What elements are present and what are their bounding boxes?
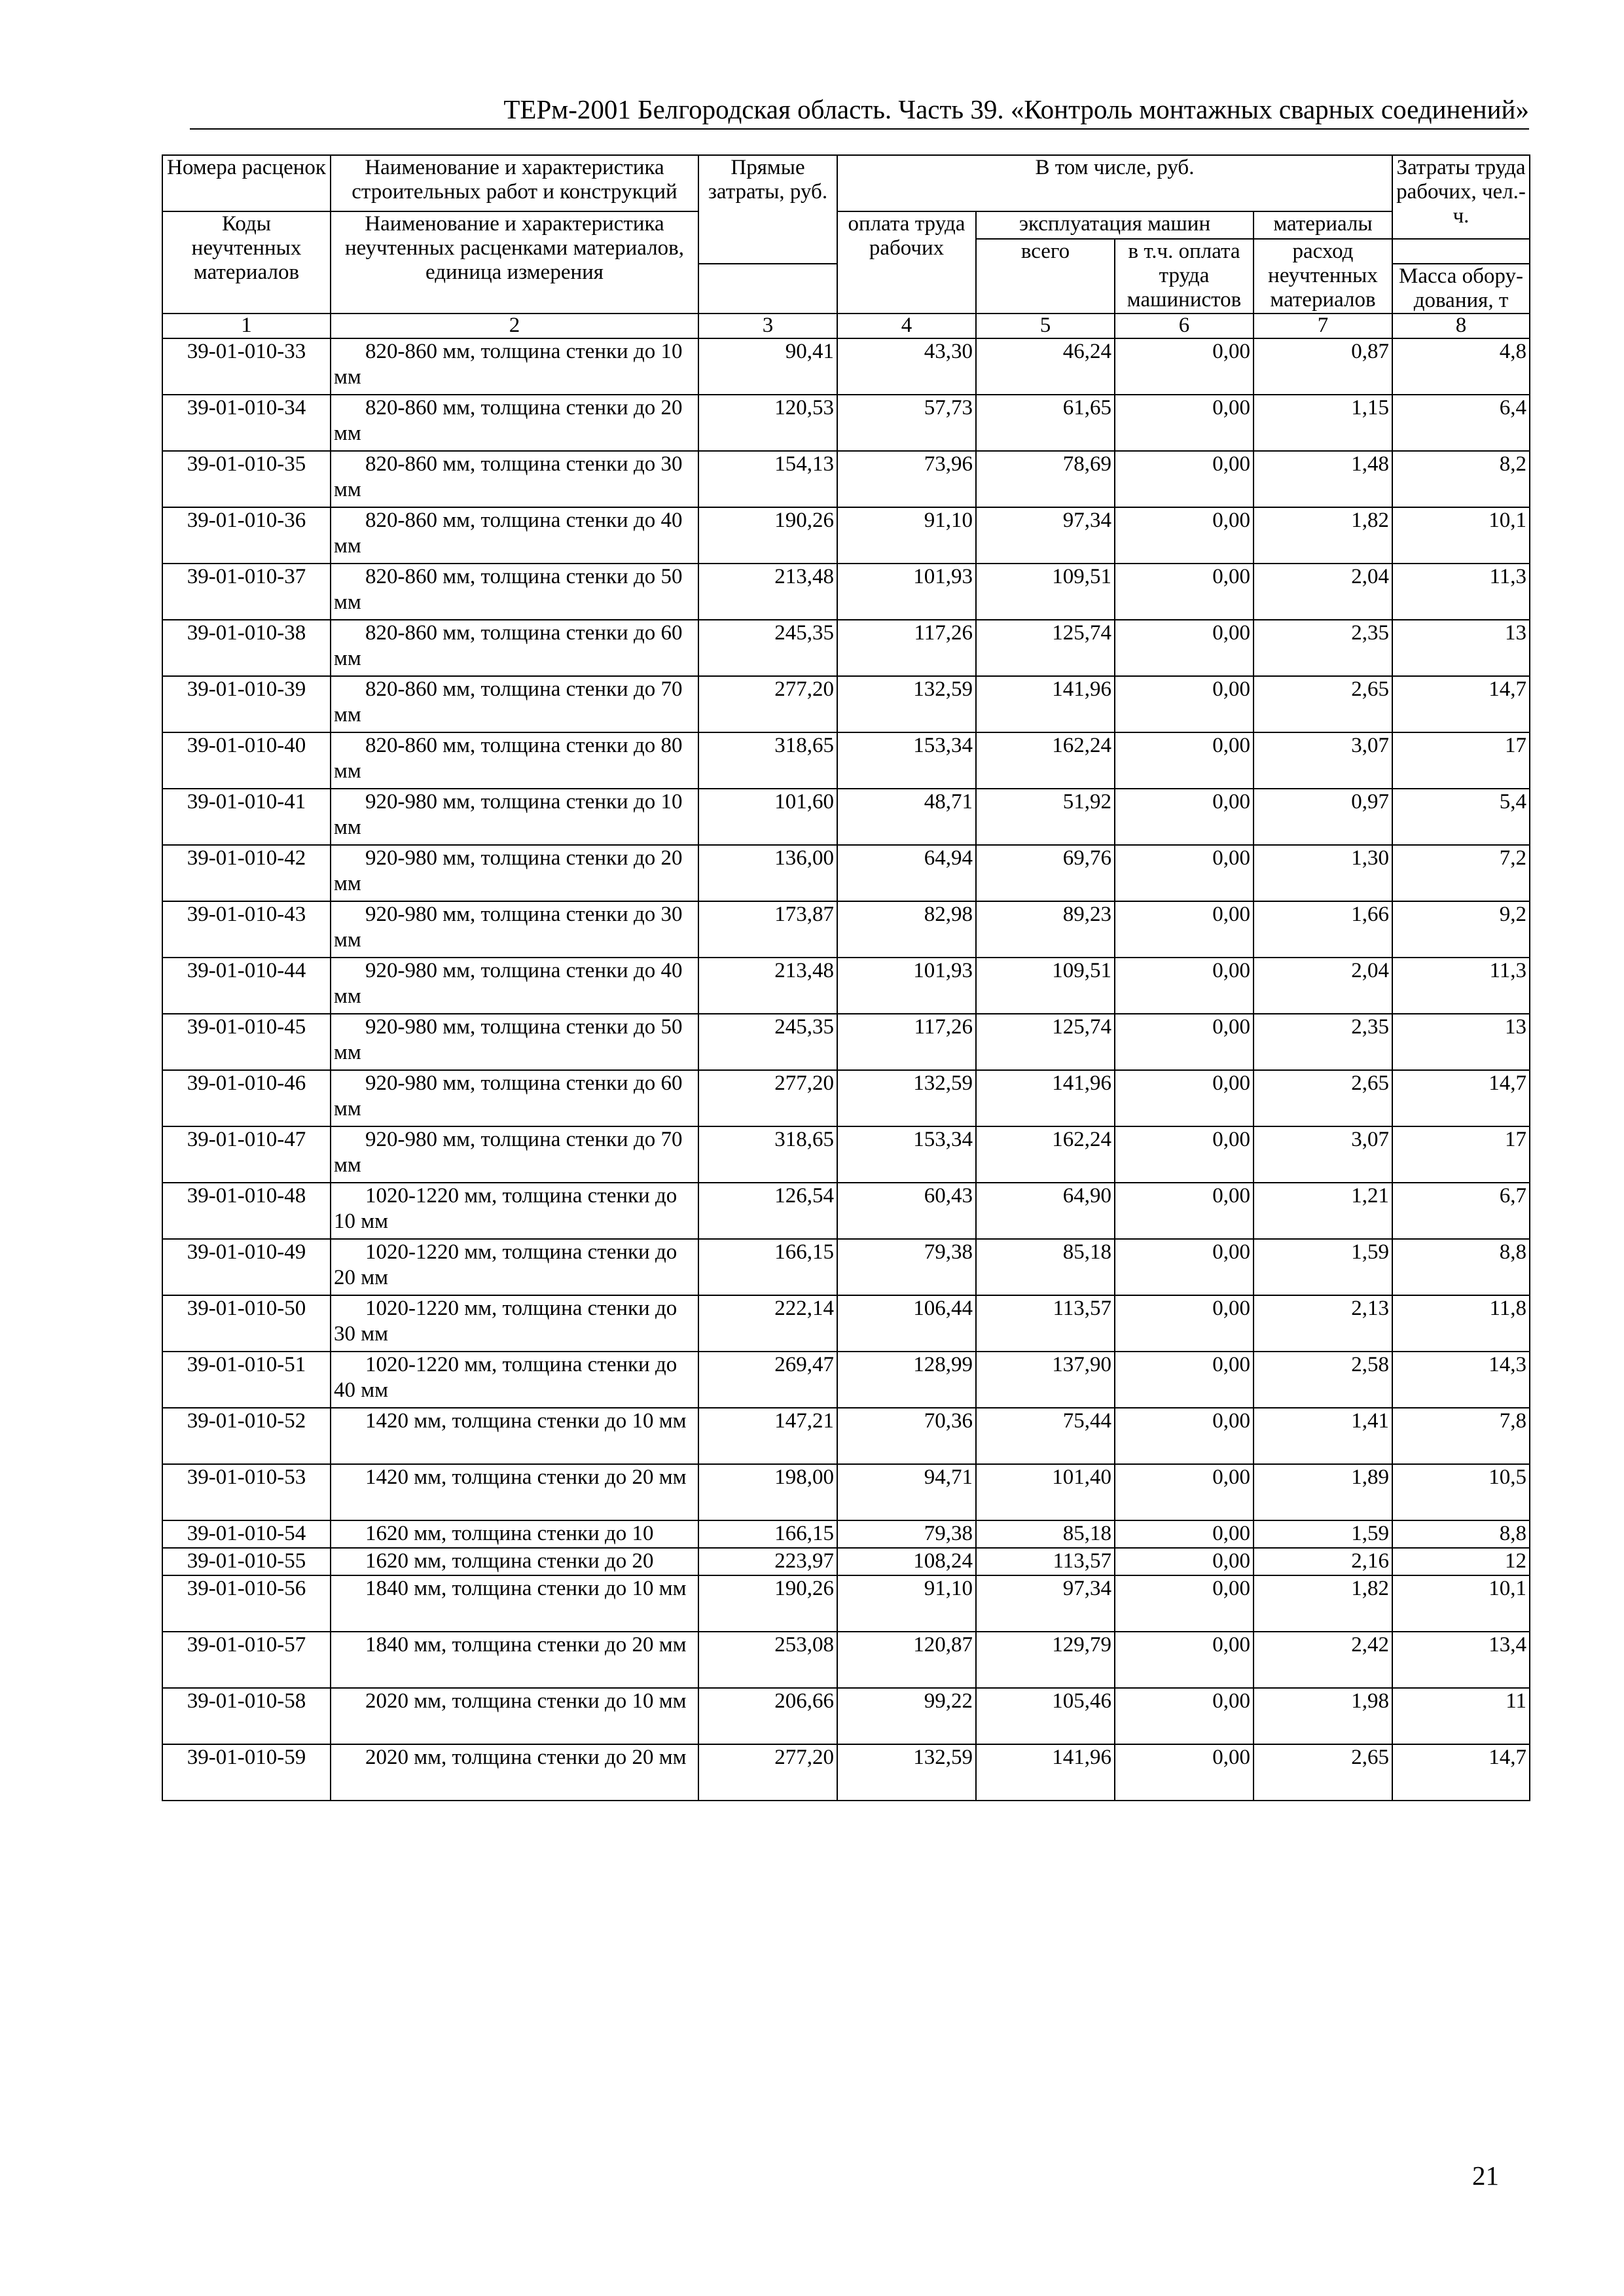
machine-operation-total: 89,23: [976, 901, 1115, 958]
rate-code: 39-01-010-50: [162, 1295, 331, 1352]
labor-hours: 10,5: [1392, 1464, 1530, 1520]
rate-code: 39-01-010-42: [162, 845, 331, 901]
operators-pay: 0,00: [1115, 901, 1254, 958]
rates-table: [162, 154, 1530, 1801]
rate-code: 39-01-010-44: [162, 958, 331, 1014]
head-including: В том числе, руб.: [837, 155, 1392, 211]
labor-hours: 17: [1392, 1126, 1530, 1183]
head-work-name: Наименование и характеристика строительных работ и конструкций: [331, 155, 698, 211]
work-description-text: 920-980 мм, толщина стенки до 30 мм: [334, 903, 683, 952]
labor-hours: 10,1: [1392, 507, 1530, 564]
work-description: [331, 338, 698, 395]
operators-pay: 0,00: [1115, 1575, 1254, 1632]
direct-costs: 120,53: [698, 395, 837, 451]
materials-cost: 1,41: [1254, 1408, 1392, 1464]
table-row: [162, 1295, 1530, 1352]
materials-cost: 1,98: [1254, 1688, 1392, 1744]
work-description: [331, 958, 698, 1014]
labor-hours: 11,8: [1392, 1295, 1530, 1352]
rate-code: 39-01-010-46: [162, 1070, 331, 1126]
table-row: [162, 1408, 1530, 1464]
rate-code: 39-01-010-37: [162, 564, 331, 620]
table-row: [162, 1744, 1530, 1801]
labor-hours: 13,4: [1392, 1632, 1530, 1688]
table-row: [162, 1632, 1530, 1688]
operators-pay: 0,00: [1115, 338, 1254, 395]
materials-cost: 2,58: [1254, 1352, 1392, 1408]
work-description: [331, 1632, 698, 1688]
machine-operation-total: 64,90: [976, 1183, 1115, 1239]
table-row: [162, 1688, 1530, 1744]
direct-costs: 198,00: [698, 1464, 837, 1520]
rate-rows: [162, 338, 1530, 1801]
materials-cost: 1,48: [1254, 451, 1392, 507]
direct-costs: 213,48: [698, 958, 837, 1014]
labor-pay: 91,10: [837, 1575, 976, 1632]
machine-operation-total: 69,76: [976, 845, 1115, 901]
machine-operation-total: 113,57: [976, 1295, 1115, 1352]
col-number: 4: [837, 314, 976, 338]
labor-pay: 101,93: [837, 564, 976, 620]
work-description: [331, 1548, 698, 1575]
labor-hours: 17: [1392, 732, 1530, 789]
work-description: [331, 395, 698, 451]
work-description-text: 920-980 мм, толщина стенки до 10 мм: [334, 790, 683, 839]
column-number-row: [162, 314, 1530, 338]
work-description-text: 2020 мм, толщина стенки до 20 мм: [365, 1746, 687, 1769]
rate-code: 39-01-010-41: [162, 789, 331, 845]
machine-operation-total: 78,69: [976, 451, 1115, 507]
machine-operation-total: 109,51: [976, 958, 1115, 1014]
machine-operation-total: 125,74: [976, 1014, 1115, 1070]
labor-pay: 101,93: [837, 958, 976, 1014]
materials-cost: 1,15: [1254, 395, 1392, 451]
table-row: [162, 1520, 1530, 1548]
rate-code: 39-01-010-57: [162, 1632, 331, 1688]
table-row: [162, 1464, 1530, 1520]
rate-code: 39-01-010-34: [162, 395, 331, 451]
rate-code: 39-01-010-35: [162, 451, 331, 507]
direct-costs: 318,65: [698, 732, 837, 789]
work-description-text: 1840 мм, толщина стенки до 20 мм: [365, 1633, 687, 1657]
work-description: [331, 507, 698, 564]
machine-operation-total: 125,74: [976, 620, 1115, 676]
machine-operation-total: 75,44: [976, 1408, 1115, 1464]
materials-cost: 1,59: [1254, 1239, 1392, 1295]
table-row: [162, 1126, 1530, 1183]
labor-pay: 153,34: [837, 732, 976, 789]
work-description: [331, 845, 698, 901]
labor-hours: 14,7: [1392, 676, 1530, 732]
work-description: [331, 1464, 698, 1520]
col-number: 7: [1254, 314, 1392, 338]
machine-operation-total: 113,57: [976, 1548, 1115, 1575]
machine-operation-total: 141,96: [976, 676, 1115, 732]
materials-cost: 2,65: [1254, 676, 1392, 732]
direct-costs: 90,41: [698, 338, 837, 395]
rate-code: 39-01-010-43: [162, 901, 331, 958]
head-unlisted-name: Наименование и характеристика неучтенных расценками материалов, единица измерения: [331, 211, 698, 314]
work-description-text: 820-860 мм, толщина стенки до 60 мм: [334, 621, 683, 670]
labor-pay: 117,26: [837, 1014, 976, 1070]
work-description: [331, 1408, 698, 1464]
rate-code: 39-01-010-59: [162, 1744, 331, 1801]
work-description-text: 820-860 мм, толщина стенки до 50 мм: [334, 565, 683, 614]
labor-pay: 91,10: [837, 507, 976, 564]
work-description: [331, 620, 698, 676]
labor-pay: 117,26: [837, 620, 976, 676]
machine-operation-total: 105,46: [976, 1688, 1115, 1744]
materials-cost: 1,89: [1254, 1464, 1392, 1520]
operators-pay: 0,00: [1115, 1295, 1254, 1352]
operators-pay: 0,00: [1115, 676, 1254, 732]
col-number: 8: [1392, 314, 1530, 338]
labor-pay: 132,59: [837, 676, 976, 732]
labor-hours: 4,8: [1392, 338, 1530, 395]
machine-operation-total: 97,34: [976, 1575, 1115, 1632]
col-number: 3: [698, 314, 837, 338]
materials-cost: 2,65: [1254, 1744, 1392, 1801]
materials-cost: 0,97: [1254, 789, 1392, 845]
materials-cost: 1,30: [1254, 845, 1392, 901]
table-row: [162, 1548, 1530, 1575]
materials-cost: 1,21: [1254, 1183, 1392, 1239]
operators-pay: 0,00: [1115, 732, 1254, 789]
work-description: [331, 1239, 698, 1295]
work-description-text: 920-980 мм, толщина стенки до 50 мм: [334, 1015, 683, 1064]
operators-pay: 0,00: [1115, 1014, 1254, 1070]
work-description: [331, 1744, 698, 1801]
work-description-text: 820-860 мм, толщина стенки до 80 мм: [334, 734, 683, 783]
work-description: [331, 1070, 698, 1126]
rate-code: 39-01-010-51: [162, 1352, 331, 1408]
work-description: [331, 1352, 698, 1408]
table-row: [162, 1014, 1530, 1070]
labor-hours: 8,2: [1392, 451, 1530, 507]
labor-pay: 106,44: [837, 1295, 976, 1352]
labor-pay: 60,43: [837, 1183, 976, 1239]
labor-pay: 128,99: [837, 1352, 976, 1408]
col-number: 2: [331, 314, 698, 338]
head-machine-operation: эксплуатация машин: [976, 211, 1254, 239]
work-description-text: 1420 мм, толщина стенки до 10 мм: [365, 1409, 687, 1433]
labor-hours: 14,7: [1392, 1744, 1530, 1801]
direct-costs: 206,66: [698, 1688, 837, 1744]
labor-pay: 43,30: [837, 338, 976, 395]
head-total: всего: [976, 239, 1115, 314]
operators-pay: 0,00: [1115, 1632, 1254, 1688]
work-description-text: 1020-1220 мм, толщина стенки до 30 мм: [334, 1297, 677, 1346]
work-description: [331, 564, 698, 620]
labor-hours: 7,2: [1392, 845, 1530, 901]
machine-operation-total: 137,90: [976, 1352, 1115, 1408]
materials-cost: 1,66: [1254, 901, 1392, 958]
machine-operation-total: 97,34: [976, 507, 1115, 564]
operators-pay: 0,00: [1115, 1408, 1254, 1464]
machine-operation-total: 141,96: [976, 1070, 1115, 1126]
materials-cost: 1,82: [1254, 507, 1392, 564]
labor-hours: 12: [1392, 1548, 1530, 1575]
head-unlisted-codes: Коды неучтенных материалов: [162, 211, 331, 314]
work-description-text: 820-860 мм, толщина стенки до 40 мм: [334, 509, 683, 558]
table-row: [162, 338, 1530, 395]
labor-pay: 82,98: [837, 901, 976, 958]
rate-code: 39-01-010-52: [162, 1408, 331, 1464]
direct-costs: 173,87: [698, 901, 837, 958]
work-description: [331, 1183, 698, 1239]
labor-hours: 7,8: [1392, 1408, 1530, 1464]
head-equipment-mass: Масса обору-дования, т: [1392, 264, 1530, 314]
rate-code: 39-01-010-38: [162, 620, 331, 676]
work-description: [331, 1014, 698, 1070]
rate-code: 39-01-010-39: [162, 676, 331, 732]
direct-costs: 136,00: [698, 845, 837, 901]
labor-hours: 8,8: [1392, 1239, 1530, 1295]
rate-code: 39-01-010-36: [162, 507, 331, 564]
direct-costs: 213,48: [698, 564, 837, 620]
labor-hours: 13: [1392, 620, 1530, 676]
direct-costs: 190,26: [698, 1575, 837, 1632]
running-header: ТЕРм-2001 Белгородская область. Часть 39. «Контроль монтажных сварных соединений»: [190, 93, 1529, 130]
work-description-text: 1020-1220 мм, толщина стенки до 20 мм: [334, 1240, 677, 1289]
materials-cost: 2,04: [1254, 958, 1392, 1014]
work-description: [331, 1520, 698, 1548]
labor-hours: 6,7: [1392, 1183, 1530, 1239]
operators-pay: 0,00: [1115, 845, 1254, 901]
work-description-text: 1620 мм, толщина стенки до 10: [365, 1522, 654, 1545]
work-description-text: 820-860 мм, толщина стенки до 20 мм: [334, 396, 683, 445]
table-row: [162, 451, 1530, 507]
direct-costs: 223,97: [698, 1548, 837, 1575]
work-description-text: 1620 мм, толщина стенки до 20: [365, 1549, 654, 1573]
work-description: [331, 1688, 698, 1744]
work-description: [331, 676, 698, 732]
table-row: [162, 507, 1530, 564]
rate-code: 39-01-010-56: [162, 1575, 331, 1632]
operators-pay: 0,00: [1115, 1520, 1254, 1548]
operators-pay: 0,00: [1115, 1239, 1254, 1295]
head-operators-pay: в т.ч. оплата труда машинистов: [1115, 239, 1254, 314]
table-row: [162, 1352, 1530, 1408]
work-description-text: 1840 мм, толщина стенки до 10 мм: [365, 1577, 687, 1600]
table-row: [162, 1183, 1530, 1239]
labor-hours: 14,7: [1392, 1070, 1530, 1126]
operators-pay: 0,00: [1115, 1688, 1254, 1744]
materials-cost: 0,87: [1254, 338, 1392, 395]
labor-pay: 108,24: [837, 1548, 976, 1575]
labor-pay: 57,73: [837, 395, 976, 451]
table-row: [162, 789, 1530, 845]
head-rate-numbers: Номера расценок: [162, 155, 331, 211]
rate-code: 39-01-010-48: [162, 1183, 331, 1239]
machine-operation-total: 162,24: [976, 732, 1115, 789]
operators-pay: 0,00: [1115, 1070, 1254, 1126]
labor-pay: 48,71: [837, 789, 976, 845]
table-row: [162, 676, 1530, 732]
machine-operation-total: 101,40: [976, 1464, 1115, 1520]
labor-hours: 14,3: [1392, 1352, 1530, 1408]
labor-hours: 11,3: [1392, 564, 1530, 620]
work-description-text: 920-980 мм, толщина стенки до 40 мм: [334, 959, 683, 1008]
work-description: [331, 1295, 698, 1352]
work-description-text: 1020-1220 мм, толщина стенки до 40 мм: [334, 1353, 677, 1402]
direct-costs: 101,60: [698, 789, 837, 845]
table-row: [162, 395, 1530, 451]
labor-pay: 64,94: [837, 845, 976, 901]
direct-costs: 222,14: [698, 1295, 837, 1352]
direct-costs: 269,47: [698, 1352, 837, 1408]
machine-operation-total: 162,24: [976, 1126, 1115, 1183]
table-row: [162, 1575, 1530, 1632]
rate-code: 39-01-010-58: [162, 1688, 331, 1744]
head-labor-costs: Затраты труда рабочих, чел.-ч.: [1392, 155, 1530, 239]
labor-pay: 70,36: [837, 1408, 976, 1464]
rate-code: 39-01-010-47: [162, 1126, 331, 1183]
direct-costs: 277,20: [698, 1744, 837, 1801]
labor-hours: 10,1: [1392, 1575, 1530, 1632]
work-description-text: 2020 мм, толщина стенки до 10 мм: [365, 1689, 687, 1713]
labor-hours: 11: [1392, 1688, 1530, 1744]
materials-cost: 2,04: [1254, 564, 1392, 620]
direct-costs: 253,08: [698, 1632, 837, 1688]
labor-pay: 73,96: [837, 451, 976, 507]
direct-costs: 245,35: [698, 620, 837, 676]
operators-pay: 0,00: [1115, 1744, 1254, 1801]
operators-pay: 0,00: [1115, 958, 1254, 1014]
labor-pay: 153,34: [837, 1126, 976, 1183]
table-row: [162, 1239, 1530, 1295]
head-labor-pay: оплата труда рабочих: [837, 211, 976, 314]
work-description-text: 820-860 мм, толщина стенки до 70 мм: [334, 677, 683, 726]
operators-pay: 0,00: [1115, 451, 1254, 507]
operators-pay: 0,00: [1115, 507, 1254, 564]
direct-costs: 277,20: [698, 1070, 837, 1126]
work-description-text: 820-860 мм, толщина стенки до 10 мм: [334, 340, 683, 389]
direct-costs: 166,15: [698, 1239, 837, 1295]
labor-hours: 8,8: [1392, 1520, 1530, 1548]
col-number: 6: [1115, 314, 1254, 338]
labor-hours: 5,4: [1392, 789, 1530, 845]
materials-cost: 2,42: [1254, 1632, 1392, 1688]
work-description: [331, 1126, 698, 1183]
labor-pay: 79,38: [837, 1520, 976, 1548]
work-description: [331, 451, 698, 507]
materials-cost: 2,13: [1254, 1295, 1392, 1352]
rate-code: 39-01-010-40: [162, 732, 331, 789]
labor-hours: 6,4: [1392, 395, 1530, 451]
materials-cost: 1,82: [1254, 1575, 1392, 1632]
materials-cost: 2,35: [1254, 620, 1392, 676]
labor-hours: 13: [1392, 1014, 1530, 1070]
work-description-text: 920-980 мм, толщина стенки до 60 мм: [334, 1071, 683, 1121]
head-materials: материалы: [1254, 211, 1392, 239]
direct-costs: 126,54: [698, 1183, 837, 1239]
work-description-text: 920-980 мм, толщина стенки до 70 мм: [334, 1128, 683, 1177]
materials-cost: 2,16: [1254, 1548, 1392, 1575]
rate-code: 39-01-010-33: [162, 338, 331, 395]
direct-costs: 190,26: [698, 507, 837, 564]
labor-pay: 132,59: [837, 1744, 976, 1801]
rate-code: 39-01-010-49: [162, 1239, 331, 1295]
labor-hours: 11,3: [1392, 958, 1530, 1014]
labor-pay: 132,59: [837, 1070, 976, 1126]
operators-pay: 0,00: [1115, 789, 1254, 845]
rate-code: 39-01-010-45: [162, 1014, 331, 1070]
operators-pay: 0,00: [1115, 1464, 1254, 1520]
rate-code: 39-01-010-54: [162, 1520, 331, 1548]
materials-cost: 2,65: [1254, 1070, 1392, 1126]
machine-operation-total: 109,51: [976, 564, 1115, 620]
work-description-text: 920-980 мм, толщина стенки до 20 мм: [334, 846, 683, 895]
machine-operation-total: 85,18: [976, 1520, 1115, 1548]
rate-code: 39-01-010-53: [162, 1464, 331, 1520]
table-row: [162, 564, 1530, 620]
operators-pay: 0,00: [1115, 564, 1254, 620]
labor-pay: 120,87: [837, 1632, 976, 1688]
machine-operation-total: 85,18: [976, 1239, 1115, 1295]
table-row: [162, 1070, 1530, 1126]
direct-costs: 245,35: [698, 1014, 837, 1070]
work-description: [331, 1575, 698, 1632]
head-direct-costs: Прямые затраты, руб.: [698, 155, 837, 264]
operators-pay: 0,00: [1115, 1126, 1254, 1183]
labor-hours: 9,2: [1392, 901, 1530, 958]
work-description-text: 1420 мм, толщина стенки до 20 мм: [365, 1465, 687, 1489]
machine-operation-total: 129,79: [976, 1632, 1115, 1688]
head-unlisted-consumption: расход неучтенных материалов: [1254, 239, 1392, 314]
labor-pay: 79,38: [837, 1239, 976, 1295]
machine-operation-total: 51,92: [976, 789, 1115, 845]
materials-cost: 1,59: [1254, 1520, 1392, 1548]
work-description: [331, 732, 698, 789]
work-description: [331, 789, 698, 845]
direct-costs: 147,21: [698, 1408, 837, 1464]
materials-cost: 3,07: [1254, 1126, 1392, 1183]
header-row-1: [162, 155, 1530, 211]
work-description: [331, 901, 698, 958]
labor-pay: 94,71: [837, 1464, 976, 1520]
materials-cost: 2,35: [1254, 1014, 1392, 1070]
table-row: [162, 620, 1530, 676]
direct-costs: 166,15: [698, 1520, 837, 1548]
materials-cost: 3,07: [1254, 732, 1392, 789]
machine-operation-total: 46,24: [976, 338, 1115, 395]
operators-pay: 0,00: [1115, 1548, 1254, 1575]
table-row: [162, 732, 1530, 789]
table-row: [162, 845, 1530, 901]
header-row-2: [162, 211, 1530, 239]
table-row: [162, 901, 1530, 958]
page-number: 21: [1472, 2161, 1499, 2191]
operators-pay: 0,00: [1115, 620, 1254, 676]
operators-pay: 0,00: [1115, 395, 1254, 451]
machine-operation-total: 61,65: [976, 395, 1115, 451]
labor-pay: 99,22: [837, 1688, 976, 1744]
work-description-text: 820-860 мм, толщина стенки до 30 мм: [334, 452, 683, 501]
rate-code: 39-01-010-55: [162, 1548, 331, 1575]
operators-pay: 0,00: [1115, 1183, 1254, 1239]
work-description-text: 1020-1220 мм, толщина стенки до 10 мм: [334, 1184, 677, 1233]
direct-costs: 154,13: [698, 451, 837, 507]
col-number: 1: [162, 314, 331, 338]
machine-operation-total: 141,96: [976, 1744, 1115, 1801]
direct-costs: 277,20: [698, 676, 837, 732]
operators-pay: 0,00: [1115, 1352, 1254, 1408]
direct-costs: 318,65: [698, 1126, 837, 1183]
col-number: 5: [976, 314, 1115, 338]
table-row: [162, 958, 1530, 1014]
